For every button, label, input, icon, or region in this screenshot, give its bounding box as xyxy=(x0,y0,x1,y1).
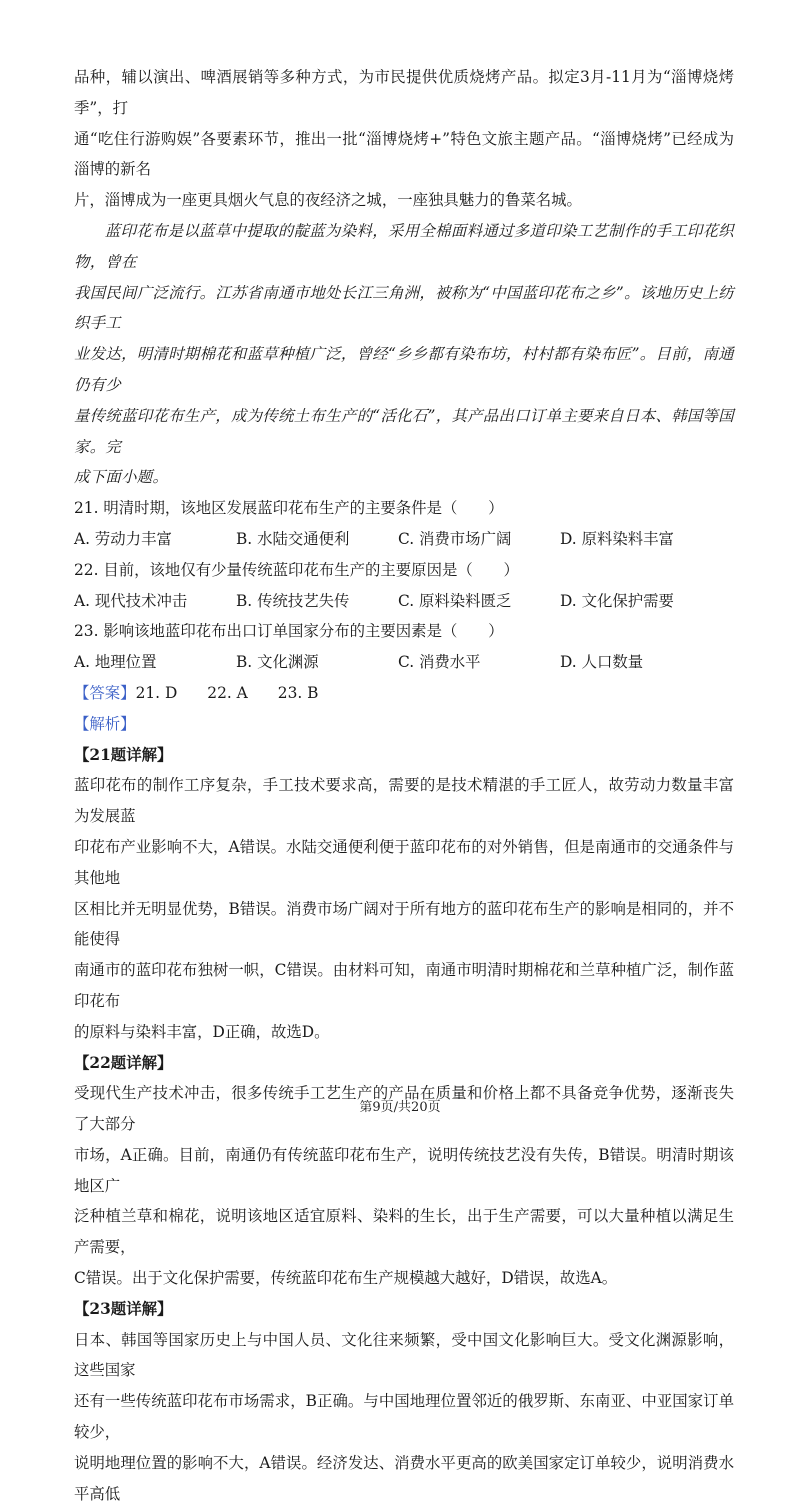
text-line: 蓝印花布的制作工序复杂，手工技术要求高，需要的是技术精湛的手工匠人，故劳动力数量丰富为发展蓝 xyxy=(74,776,734,826)
question-stem: 21. 明清时期，该地区发展蓝印花布生产的主要条件是（ ） xyxy=(74,499,504,518)
text-line: 通“吃住行游购娱”各要素环节，推出一批“淄博烧烤+”特色文旅主题产品。“淄博烧烤”已经成为淄博的新名 xyxy=(74,129,734,179)
text-line: 说明地理位置的影响不大，A错误。经济发达、消费水平更高的欧美国家定订单较少，说明消费水平高低 xyxy=(74,1453,734,1503)
option-d: D. 文化保护需要 xyxy=(560,591,674,610)
intro-paragraph xyxy=(74,62,734,216)
answer-value: 21. D xyxy=(135,683,178,702)
analysis-tag: 【解析】 xyxy=(74,714,136,733)
text-line: 量传统蓝印花布生产，成为传统土布生产的“活化石”，其产品出口订单主要来自日本、韩国等国家。完 xyxy=(74,406,734,456)
document-page xyxy=(74,62,734,1509)
answer-row xyxy=(74,678,734,709)
material-paragraph xyxy=(74,216,734,493)
question-22 xyxy=(74,555,734,617)
question-23 xyxy=(74,616,734,678)
question-stem: 23. 影响该地蓝印花布出口订单国家分布的主要因素是（ ） xyxy=(74,622,504,641)
text-line: 蓝印花布是以蓝草中提取的靛蓝为染料，采用全棉面料通过多道印染工艺制作的手工印花织物，曾在 xyxy=(74,221,734,271)
explanation-heading: 【22题详解】 xyxy=(74,1053,173,1072)
explanation-22 xyxy=(74,1048,734,1294)
option-b: B. 水陆交通便利 xyxy=(236,529,350,548)
option-b: B. 文化渊源 xyxy=(236,653,319,672)
explanation-21 xyxy=(74,740,734,1048)
text-line: 的原料与染料丰富，D正确，故选D。 xyxy=(74,1022,330,1041)
text-line: 业发达，明清时期棉花和蓝草种植广泛，曾经“乡乡都有染布坊，村村都有染布匠”。目前，南通仍有少 xyxy=(74,345,734,394)
option-c: C. 消费市场广阔 xyxy=(398,529,512,548)
explanation-heading: 【21题详解】 xyxy=(74,745,173,764)
text-line: 日本、韩国等国家历史上与中国人员、文化往来频繁，受中国文化影响巨大。受文化渊源影响，这些国家 xyxy=(74,1330,734,1380)
option-a: A. 现代技术冲击 xyxy=(74,591,188,610)
option-list xyxy=(74,647,734,678)
text-line: 受现代生产技术冲击，很多传统手工艺生产的产品在质量和价格上都不具备竞争优势，逐渐丧失了大部分 xyxy=(74,1084,734,1134)
text-line: 片，淄博成为一座更具烟火气息的夜经济之城，一座独具魅力的鲁菜名城。 xyxy=(74,191,582,210)
text-line: 还有一些传统蓝印花布市场需求，B正确。与中国地理位置邻近的俄罗斯、东南亚、中亚国家订单较少， xyxy=(74,1392,734,1442)
page-footer: 第9页/共20页 xyxy=(359,1100,441,1115)
option-b: B. 传统技艺失传 xyxy=(236,591,350,610)
text-line: C错误。出于文化保护需要，传统蓝印花布生产规模越大越好，D错误，故选A。 xyxy=(74,1269,618,1288)
option-list xyxy=(74,524,734,555)
text-line: 市场，A正确。目前，南通仍有传统蓝印花布生产，说明传统技艺没有失传，B错误。明清时期该地区广 xyxy=(74,1145,734,1195)
answer-value: 22. A xyxy=(207,683,248,702)
text-line: 泛种植兰草和棉花，说明该地区适宜原料、染料的生长，出于生产需要，可以大量种植以满足生产需要， xyxy=(74,1207,734,1257)
option-c: C. 消费水平 xyxy=(398,653,481,672)
text-line: 区相比并无明显优势，B错误。消费市场广阔对于所有地方的蓝印花布生产的影响是相同的，并不能使得 xyxy=(74,899,734,949)
option-d: D. 人口数量 xyxy=(560,653,644,672)
option-a: A. 地理位置 xyxy=(74,653,157,672)
explanation-heading: 【23题详解】 xyxy=(74,1299,173,1318)
question-stem: 22. 目前，该地仅有少量传统蓝印花布生产的主要原因是（ ） xyxy=(74,560,519,579)
answer-value: 23. B xyxy=(277,683,319,702)
text-line: 品种，辅以演出、啤酒展销等多种方式，为市民提供优质烧烤产品。拟定3月-11月为“淄博烧烤季”，打 xyxy=(74,68,734,117)
option-list xyxy=(74,586,734,617)
text-line: 成下面小题。 xyxy=(74,468,169,487)
option-a: A. 劳动力丰富 xyxy=(74,529,172,548)
option-c: C. 原料染料匮乏 xyxy=(398,591,512,610)
question-21 xyxy=(74,493,734,555)
text-line: 印花布产业影响不大，A错误。水陆交通便利便于蓝印花布的对外销售，但是南通市的交通条件与其他地 xyxy=(74,837,734,887)
answer-tag: 【答案】 xyxy=(74,683,136,702)
option-d: D. 原料染料丰富 xyxy=(560,529,674,548)
text-line: 我国民间广泛流行。江苏省南通市地处长江三角洲，被称为“中国蓝印花布之乡”。该地历史上纺织手工 xyxy=(74,283,734,333)
explanation-23 xyxy=(74,1294,734,1509)
text-line: 南通市的蓝印花布独树一帜，C错误。由材料可知，南通市明清时期棉花和兰草种植广泛，制作蓝印花布 xyxy=(74,961,734,1010)
